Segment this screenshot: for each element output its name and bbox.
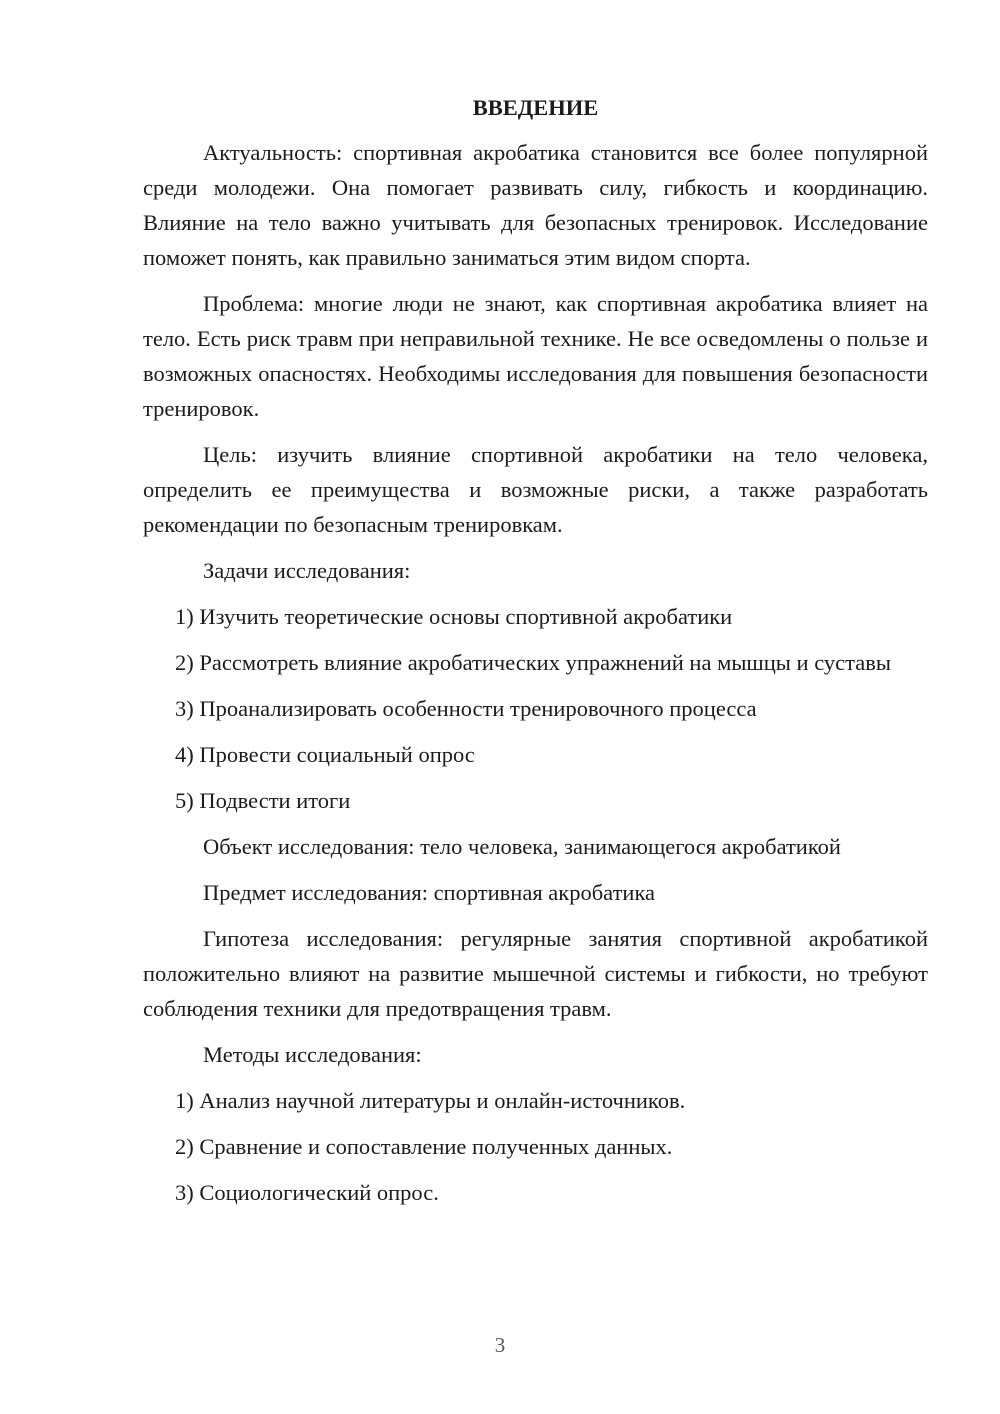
tasks-heading: Задачи исследования:: [203, 558, 411, 583]
task-item-5: 5) Подвести итоги: [175, 788, 351, 813]
goal-paragraph: Цель: изучить влияние спортивной акробатики на тело человека, определить ее преимущества и возможные риски, а также разработать рекомендации по безопасным тренировкам.: [143, 442, 928, 537]
object-paragraph: Объект исследования: тело человека, занимающегося акробатикой: [203, 834, 841, 859]
task-item-3: 3) Проанализировать особенности тренировочного процесса: [175, 696, 757, 721]
page-number: 3: [494, 1333, 506, 1357]
method-item-3: 3) Социологический опрос.: [175, 1180, 439, 1205]
task-item-4: 4) Провести социальный опрос: [175, 742, 475, 767]
hypothesis-paragraph: Гипотеза исследования: регулярные занятия спортивной акробатикой положительно влияют на развитие мышечной системы и гибкости, но требуют соблюдения техники для предотвращения травм.: [143, 926, 928, 1021]
methods-heading: Методы исследования:: [203, 1042, 422, 1067]
document-page: [143, 90, 928, 1210]
subject-paragraph: Предмет исследования: спортивная акробатика: [203, 880, 656, 905]
method-item-2: 2) Сравнение и сопоставление полученных данных.: [175, 1134, 673, 1159]
problem-paragraph: Проблема: многие люди не знают, как спортивная акробатика влияет на тело. Есть риск травм при неправильной технике. Не все осведомлены о пользе и возможных опасностях. Необходимы исследования для повышения безопасности тренировок.: [143, 291, 928, 421]
document-title: ВВЕДЕНИЕ: [472, 95, 599, 120]
task-item-2: 2) Рассмотреть влияние акробатических упражнений на мышцы и суставы: [175, 650, 891, 675]
relevance-paragraph: Актуальность: спортивная акробатика становится все более популярной среди молодежи. Она помогает развивать силу, гибкость и координацию. Влияние на тело важно учитывать для безопасных тренировок. Исследование поможет понять, как правильно заниматься этим видом спорта.: [143, 140, 928, 270]
method-item-1: 1) Анализ научной литературы и онлайн-источников.: [175, 1088, 686, 1113]
task-item-1: 1) Изучить теоретические основы спортивной акробатики: [175, 604, 733, 629]
